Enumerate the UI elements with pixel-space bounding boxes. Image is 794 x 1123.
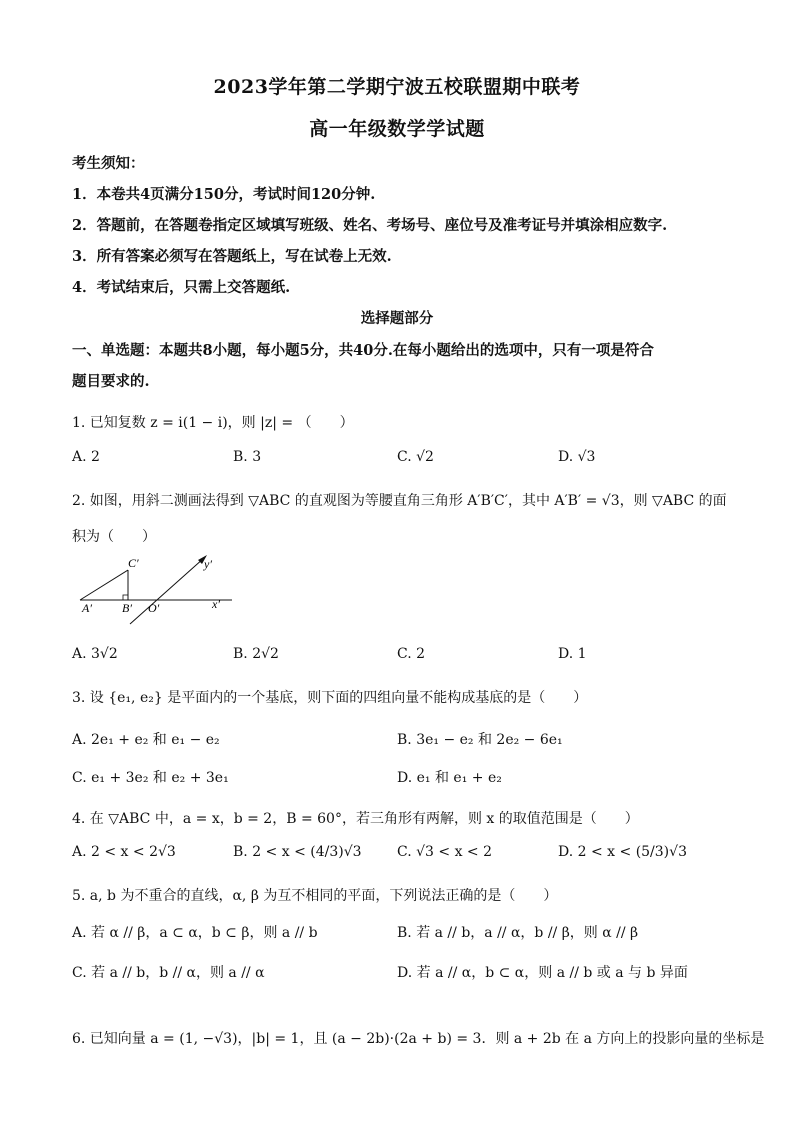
label-a: A′ bbox=[82, 601, 92, 615]
y-axis-line bbox=[130, 558, 204, 624]
q1-option-c: C. √2 bbox=[397, 449, 434, 465]
q6-stem: 6. 已知向量 a = (1, −√3)，|b| = 1，且 (a − 2b)·(2a + b) = 3．则 a + 2b 在 a 方向上的投影向量的坐标是 bbox=[72, 1031, 765, 1047]
q4-option-a: A. 2 < x < 2√3 bbox=[72, 844, 176, 860]
q4-stem: 4. 在 ▽ABC 中，a = x，b = 2，B = 60°，若三角形有两解，则 x 的取值范围是（ ） bbox=[72, 811, 639, 827]
q4-option-c: C. √3 < x < 2 bbox=[397, 844, 493, 860]
label-c: C′ bbox=[128, 556, 139, 570]
q2-stem-line1: 2. 如图，用斜二测画法得到 ▽ABC 的直观图为等腰直角三角形 A′B′C′，其中 A′B′ = √3，则 ▽ABC 的面 bbox=[72, 493, 727, 509]
q2-option-a: A. 3√2 bbox=[72, 646, 118, 662]
q3-option-d: D. e₁ 和 e₁ + e₂ bbox=[397, 770, 502, 786]
q2-option-d: D. 1 bbox=[558, 646, 587, 662]
notice-item-3: 3．所有答案必须写在答题纸上，写在试卷上无效. bbox=[72, 248, 392, 265]
q3-stem: 3. 设 {e₁, e₂} 是平面内的一个基底，则下面的四组向量不能构成基底的是（ ） bbox=[72, 690, 588, 706]
q5-option-c: C. 若 a // b，b // α，则 a // α bbox=[72, 965, 265, 981]
notice-heading: 考生须知： bbox=[72, 155, 145, 172]
label-y: y′ bbox=[204, 557, 212, 571]
section-title: 选择题部分 bbox=[360, 310, 434, 327]
right-angle-mark bbox=[123, 595, 128, 600]
q2-figure bbox=[72, 552, 242, 630]
notice-item-2: 2．答题前，在答题卷指定区域填写班级、姓名、考场号、座位号及准考证号并填涂相应数字. bbox=[72, 217, 668, 234]
label-b: B′ bbox=[122, 601, 132, 615]
q2-stem-line2: 积为（ ） bbox=[72, 529, 156, 545]
q3-option-a: A. 2e₁ + e₂ 和 e₁ − e₂ bbox=[72, 732, 220, 748]
q5-option-d: D. 若 a // α，b ⊂ α，则 a // b 或 a 与 b 异面 bbox=[397, 965, 688, 981]
exam-title: 2023学年第二学期宁波五校联盟期中联考 bbox=[213, 76, 581, 98]
part-instructions-line2: 题目要求的. bbox=[72, 373, 150, 390]
q2-option-c: C. 2 bbox=[397, 646, 426, 662]
q4-option-d: D. 2 < x < (5/3)√3 bbox=[558, 844, 687, 860]
q5-option-b: B. 若 a // b，a // α，b // β，则 α // β bbox=[397, 925, 639, 941]
q1-option-d: D. √3 bbox=[558, 449, 596, 465]
q4-option-b: B. 2 < x < (4/3)√3 bbox=[233, 844, 362, 860]
q5-stem: 5. a, b 为不重合的直线，α, β 为互不相同的平面，下列说法正确的是（ ） bbox=[72, 888, 558, 904]
label-o: O′ bbox=[148, 601, 160, 615]
q1-option-a: A. 2 bbox=[72, 449, 100, 465]
q1-option-b: B. 3 bbox=[233, 449, 262, 465]
q5-option-a: A. 若 α // β，a ⊂ α，b ⊂ β，则 a // b bbox=[72, 925, 318, 941]
segment-a-c bbox=[80, 570, 128, 600]
part-instructions-line1: 一、单选题：本题共8小题，每小题5分，共40分.在每小题给出的选项中，只有一项是符合 bbox=[72, 342, 654, 359]
q2-option-b: B. 2√2 bbox=[233, 646, 279, 662]
exam-subtitle: 高一年级数学学试题 bbox=[309, 118, 485, 140]
notice-item-4: 4．考试结束后，只需上交答题纸. bbox=[72, 279, 291, 296]
q1-stem: 1. 已知复数 z = i(1 − i)，则 |z| = （ ） bbox=[72, 415, 354, 431]
label-x: x′ bbox=[212, 597, 220, 611]
q3-option-b: B. 3e₁ − e₂ 和 2e₂ − 6e₁ bbox=[397, 732, 563, 748]
q3-option-c: C. e₁ + 3e₂ 和 e₂ + 3e₁ bbox=[72, 770, 229, 786]
notice-item-1: 1．本卷共4页满分150分，考试时间120分钟. bbox=[72, 186, 376, 203]
